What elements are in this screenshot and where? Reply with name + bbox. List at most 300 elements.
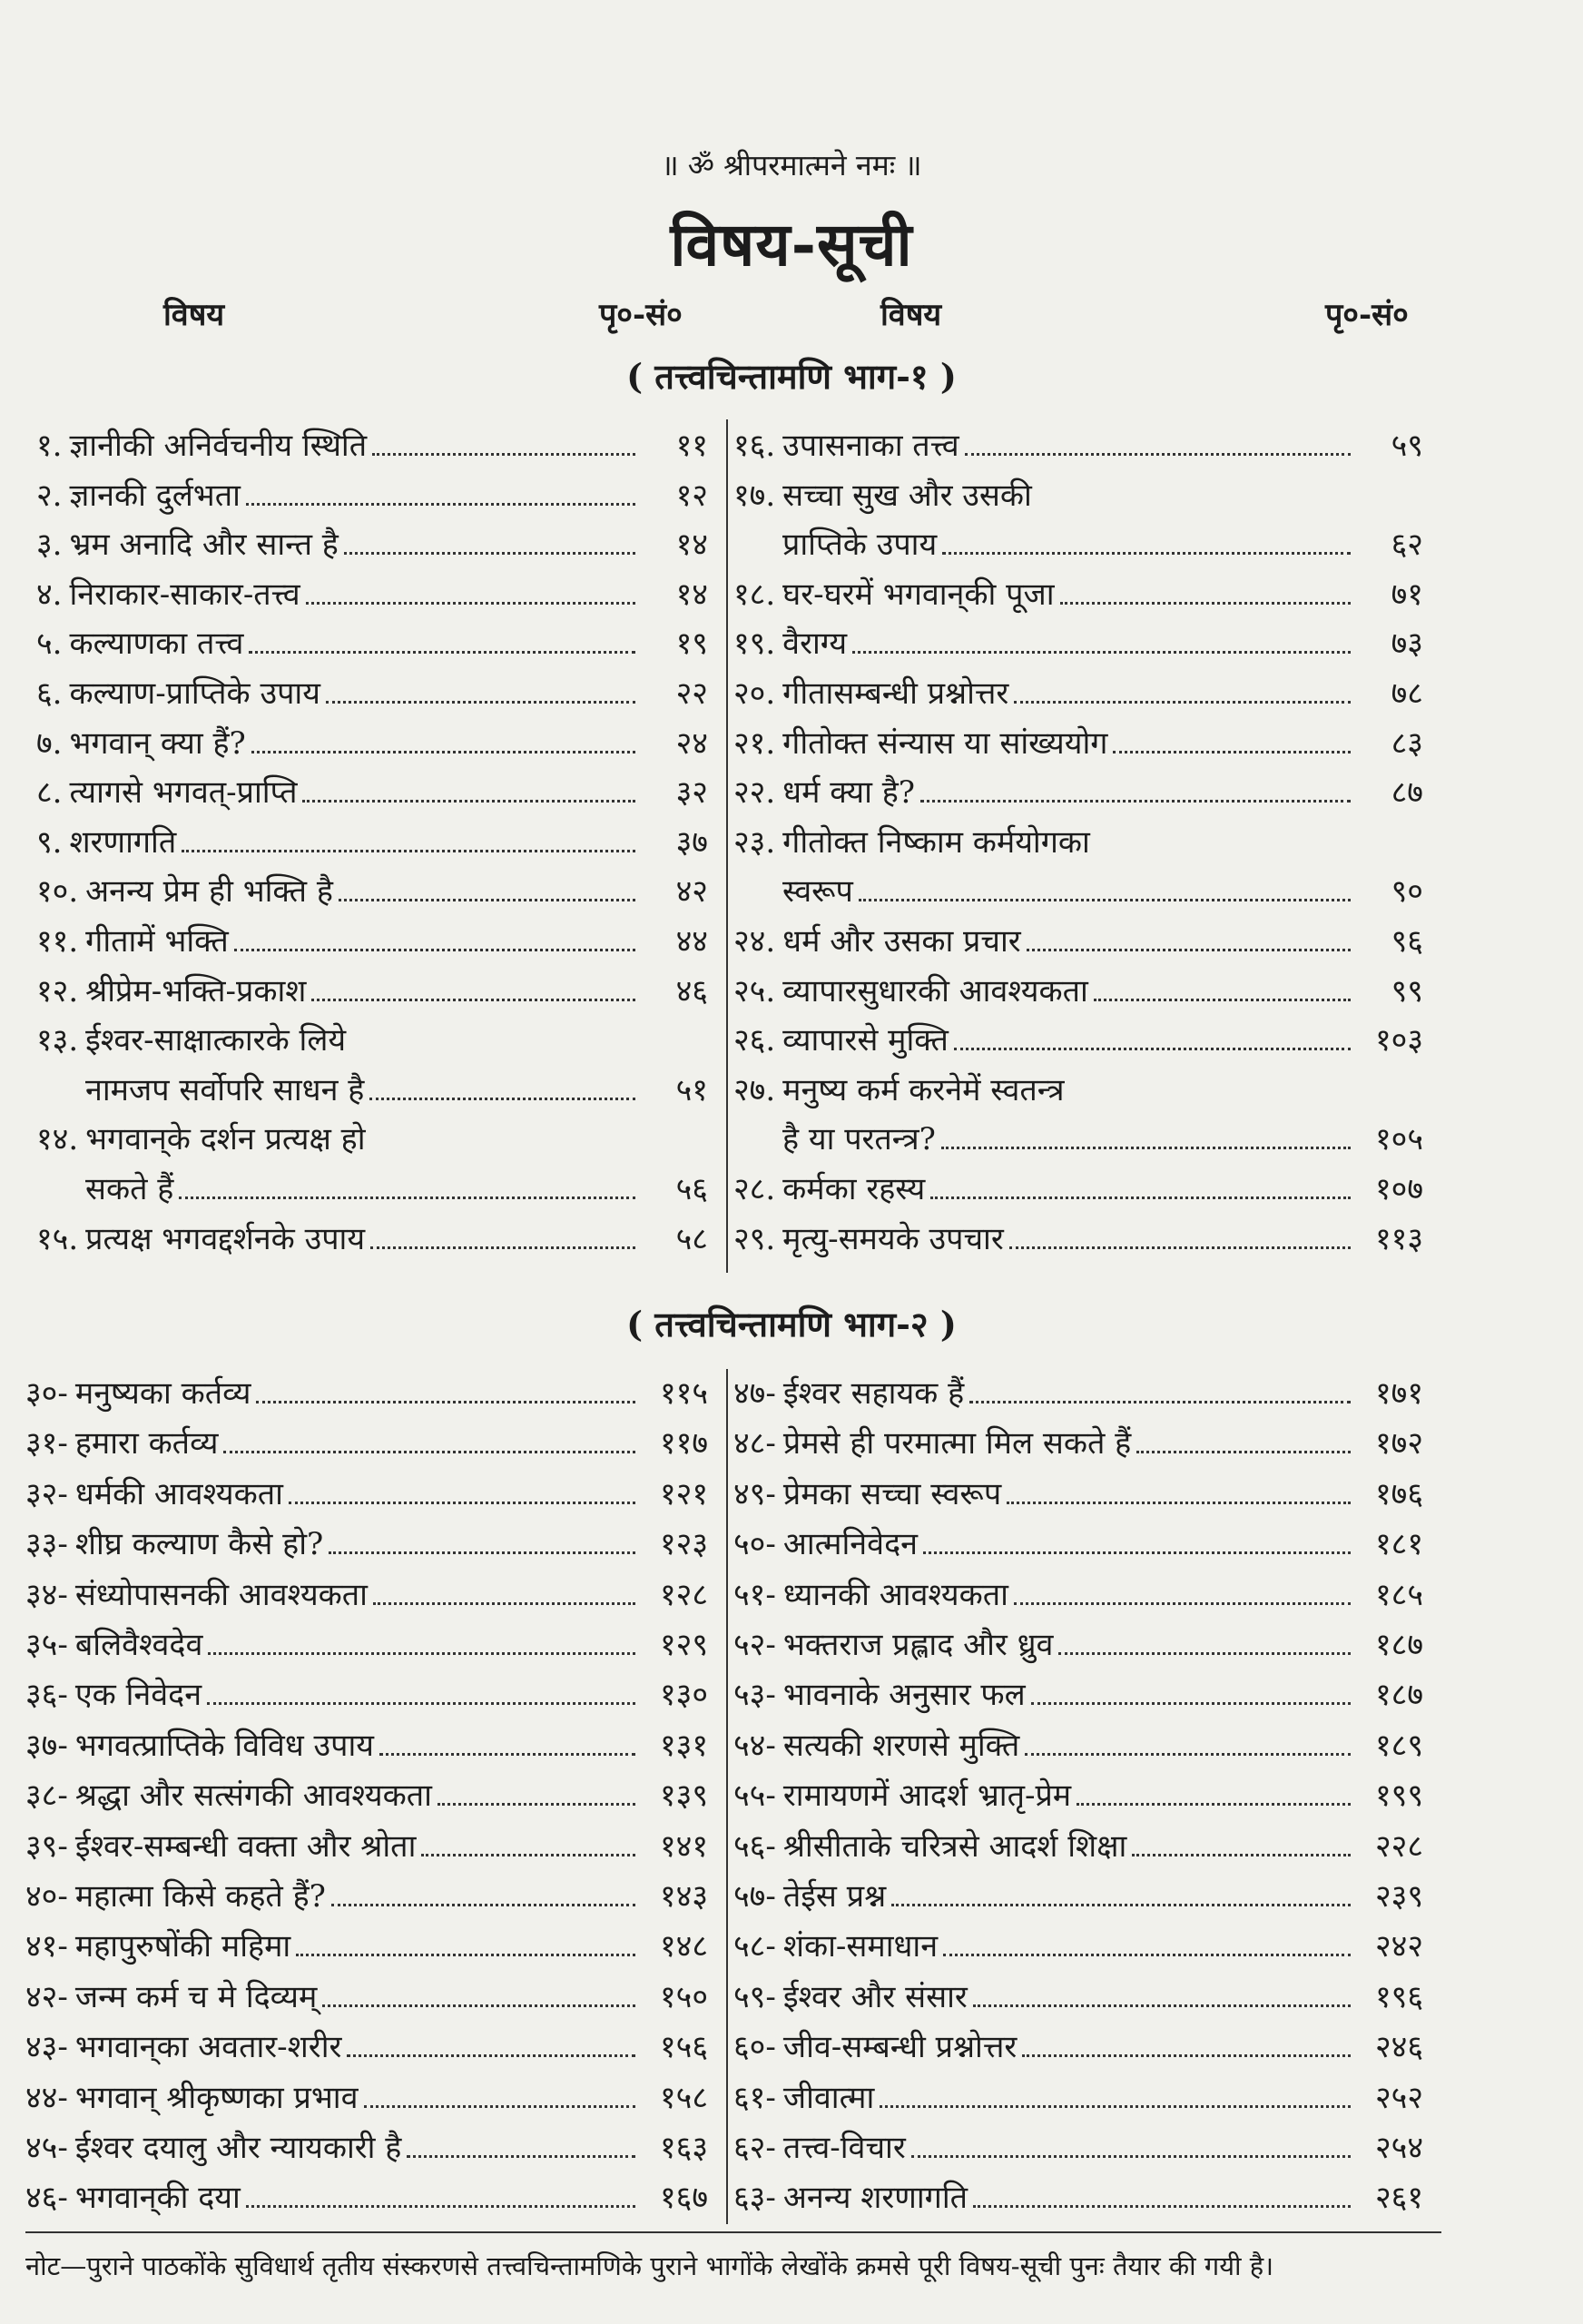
toc-entry-page: १२३ — [659, 1526, 708, 1563]
toc-entry-title: घर-घरमें भगवान्‌की पूजा — [782, 576, 1055, 613]
dot-leader — [1022, 2054, 1351, 2057]
toc-entry-number: ६०- — [733, 2029, 776, 2066]
toc-entry-title: जन्म कर्म च मे दिव्यम् — [74, 1978, 318, 2015]
dot-leader — [344, 552, 635, 555]
toc-entry-number: ४४- — [25, 2079, 68, 2116]
toc-entry-title: ज्ञानकी दुर्लभता — [69, 477, 241, 514]
toc-entry-page: १९९ — [1374, 1777, 1423, 1815]
col-subject-right: विषय — [880, 297, 942, 333]
footnote: नोट—पुराने पाठकोंके सुविधार्थ तृतीय संस्करणसे तत्त्वचिन्तामणिके पुराने भागोंके लेखोंके क्रमसे पूरी विषय-सूची पुनः तैयार की गयी है। — [25, 2250, 1274, 2281]
toc-entry-number: ५८- — [733, 1928, 776, 1965]
toc-entry-page: १३१ — [659, 1727, 708, 1764]
toc-entry-title: मनुष्यका कर्तव्य — [74, 1375, 251, 1412]
dot-leader — [372, 453, 635, 456]
toc-entry — [733, 1019, 1423, 1061]
dot-leader — [859, 899, 1351, 901]
toc-entry-page: ८७ — [1391, 774, 1423, 812]
dot-leader — [296, 1954, 635, 1956]
toc-entry-title: गीतामें भक्ति — [85, 923, 229, 960]
dot-leader — [1060, 602, 1352, 605]
toc-entry-title: हमारा कर्तव्य — [74, 1425, 219, 1462]
toc-entry-page: १५६ — [659, 2029, 708, 2066]
toc-entry-page: १४ — [675, 527, 708, 564]
toc-entry-number: ७. — [36, 724, 63, 762]
toc-entry — [36, 574, 708, 615]
toc-entry — [25, 1423, 708, 1464]
toc-entry — [733, 2177, 1423, 2219]
toc-entry-number: १८. — [733, 576, 776, 613]
dot-leader — [1077, 1803, 1351, 1806]
toc-entry-title-cont: स्वरूप — [782, 873, 853, 911]
dot-leader — [179, 1196, 635, 1199]
toc-entry-number: ४. — [36, 576, 63, 613]
toc-entry — [733, 1218, 1423, 1260]
toc-entry-number: ३३- — [25, 1526, 68, 1563]
dot-leader — [347, 2054, 635, 2057]
dot-leader — [182, 850, 635, 852]
toc-entry — [733, 1725, 1423, 1767]
toc-entry — [25, 2077, 708, 2119]
toc-entry-page: १८५ — [1374, 1576, 1423, 1613]
toc-entry-page: १३० — [659, 1677, 708, 1714]
dot-leader — [326, 701, 635, 704]
toc-entry-first-line — [36, 1118, 708, 1160]
dot-leader — [1027, 949, 1351, 951]
toc-entry-number: १०. — [36, 873, 79, 911]
toc-entry — [733, 623, 1423, 665]
toc-entry-title: गीतोक्त निष्काम कर्मयोगका — [782, 823, 1090, 861]
toc-entry — [36, 623, 708, 665]
dot-leader — [246, 2205, 635, 2208]
dot-leader — [251, 751, 635, 753]
toc-entry-page: ११३ — [1374, 1220, 1423, 1257]
toc-entry-number: ६१- — [733, 2079, 776, 2116]
toc-entry — [733, 1118, 1423, 1160]
toc-entry — [733, 2127, 1423, 2169]
dot-leader — [246, 503, 635, 506]
dot-leader — [1009, 1246, 1351, 1249]
dot-leader — [207, 1702, 635, 1705]
toc-entry — [25, 1876, 708, 1917]
toc-entry — [25, 1523, 708, 1565]
dot-leader — [930, 1196, 1351, 1199]
toc-entry-number: ३१- — [25, 1425, 68, 1462]
toc-entry-number: १९. — [733, 625, 776, 663]
dot-leader — [223, 1451, 635, 1453]
toc-entry-page: २४ — [675, 724, 708, 762]
toc-entry-page: ९० — [1391, 873, 1423, 911]
toc-entry-page: १४८ — [659, 1928, 708, 1965]
dot-leader — [1058, 1652, 1351, 1655]
dot-leader — [407, 2155, 635, 2158]
toc-entry-title: महापुरुषोंकी महिमा — [74, 1928, 291, 1965]
toc-entry — [36, 475, 708, 517]
toc-entry-title: निराकार-साकार-तत्त्व — [69, 576, 300, 613]
column-divider-part1 — [726, 419, 728, 1273]
toc-entry-title: भगवान् श्रीकृष्णका प्रभाव — [74, 2079, 359, 2116]
toc-entry-title: ईश्वर-सम्बन्धी वक्ता और श्रोता — [74, 1827, 417, 1865]
toc-entry-title: मृत्यु-समयके उपचार — [782, 1220, 1004, 1257]
toc-entry-title-cont: है या परतन्त्र? — [782, 1121, 936, 1158]
dot-leader — [331, 1904, 635, 1906]
toc-entry-page: १०७ — [1374, 1171, 1423, 1207]
toc-entry-number: ५२- — [733, 1627, 776, 1663]
toc-entry — [36, 822, 708, 863]
toc-entry-page: २५४ — [1374, 2130, 1423, 2166]
dot-leader — [973, 2004, 1351, 2007]
dot-leader — [322, 2004, 635, 2007]
toc-entry-title: ईश्वर और संसार — [782, 1978, 968, 2015]
toc-entry-first-line — [733, 475, 1423, 517]
toc-entry — [36, 921, 708, 962]
toc-entry-number: ३९- — [25, 1827, 68, 1865]
toc-entry — [733, 1523, 1423, 1565]
toc-entry-page: १८९ — [1374, 1727, 1423, 1764]
toc-entry-number: १. — [36, 428, 63, 464]
toc-entry-first-line — [733, 822, 1423, 863]
toc-entry-number: ४९- — [733, 1475, 776, 1512]
toc-entry — [733, 1826, 1423, 1867]
dot-leader — [1136, 1451, 1351, 1453]
toc-entry — [733, 970, 1423, 1012]
dot-leader — [289, 1502, 635, 1504]
toc-entry-title: रामायणमें आदर्श भ्रातृ-प्रेम — [782, 1777, 1072, 1815]
toc-entry-title: शीघ्र कल्याण कैसे हो? — [74, 1526, 324, 1563]
toc-entry-title: धर्मकी आवश्यकता — [74, 1475, 283, 1512]
dot-leader — [306, 602, 635, 605]
toc-entry-page: १४३ — [659, 1878, 708, 1915]
toc-entry-number: ३. — [36, 527, 63, 564]
toc-entry — [36, 970, 708, 1012]
toc-entry-title: व्यापारसुधारकी आवश्यकता — [782, 972, 1088, 1009]
toc-entry — [733, 1674, 1423, 1716]
toc-entry-page: ७८ — [1391, 675, 1423, 712]
dot-leader — [941, 1147, 1351, 1149]
toc-entry-page: १७६ — [1374, 1475, 1423, 1512]
toc-entry-page: ७३ — [1391, 625, 1423, 663]
toc-entry-number: ५५- — [733, 1777, 776, 1815]
toc-entry-number: १७. — [733, 477, 776, 514]
toc-entry-page: ५९ — [1391, 428, 1423, 464]
toc-entry-title: त्यागसे भगवत्-प्राप्ति — [69, 774, 298, 812]
toc-entry-number: १५. — [36, 1220, 79, 1257]
toc-entry-number: २४. — [733, 923, 776, 960]
toc-entry-number: ३०- — [25, 1375, 68, 1412]
toc-entry-page: ८३ — [1391, 724, 1423, 762]
toc-entry-number: ४५- — [25, 2130, 68, 2166]
dot-leader — [1113, 751, 1351, 753]
toc-entry-number: ४८- — [733, 1425, 776, 1462]
toc-entry-title: तत्त्व-विचार — [782, 2130, 906, 2166]
toc-entry-title: उपासनाका तत्त्व — [782, 428, 959, 464]
dot-leader — [379, 1753, 635, 1756]
col-page-right: पृ०-सं० — [1325, 297, 1409, 333]
dot-leader — [208, 1652, 635, 1655]
toc-entry-number: २९. — [733, 1220, 776, 1257]
toc-entry-page: १२८ — [659, 1576, 708, 1613]
dot-leader — [256, 1401, 635, 1403]
toc-entry — [733, 425, 1423, 467]
toc-entry-page: १८१ — [1374, 1526, 1423, 1563]
toc-entry-page: १६३ — [659, 2130, 708, 2166]
toc-entry-page: १३९ — [659, 1777, 708, 1815]
toc-entry-page: १२ — [675, 477, 708, 514]
toc-entry-title: सच्चा सुख और उसकी — [782, 477, 1032, 514]
toc-entry-title: सत्यकी शरणसे मुक्ति — [782, 1727, 1020, 1764]
dot-leader — [973, 2205, 1351, 2208]
toc-entry — [733, 1876, 1423, 1917]
dot-leader — [438, 1803, 635, 1806]
toc-entry-number: ३५- — [25, 1627, 68, 1663]
toc-entry-number: २१. — [733, 724, 776, 762]
toc-entry-number: ५३- — [733, 1677, 776, 1714]
toc-entry-title: कल्याण-प्राप्तिके उपाय — [69, 675, 320, 712]
toc-entry — [733, 2026, 1423, 2068]
dot-leader — [1007, 1502, 1351, 1504]
toc-entry — [25, 2026, 708, 2068]
toc-entry-title: महात्मा किसे कहते हैं? — [74, 1878, 326, 1915]
toc-entry-page: १७२ — [1374, 1425, 1423, 1462]
toc-entry — [36, 772, 708, 813]
toc-entry — [25, 1826, 708, 1867]
toc-entry-title: शरणागति — [69, 823, 177, 861]
toc-entry-number: १३. — [36, 1022, 79, 1059]
toc-entry-number: ३२- — [25, 1475, 68, 1512]
toc-entry-page: ११ — [675, 428, 708, 464]
toc-entry-number: ४७- — [733, 1375, 776, 1412]
toc-entry — [733, 524, 1423, 566]
toc-entry-title: धर्म क्या है? — [782, 774, 916, 812]
toc-entry-title: जीवात्मा — [782, 2079, 875, 2116]
page-title: विषय-सूची — [670, 209, 913, 280]
toc-entry-page: २२८ — [1374, 1827, 1423, 1865]
toc-entry-title: वैराग्य — [782, 625, 848, 663]
toc-entry-title: भावनाके अनुसार फल — [782, 1677, 1026, 1714]
toc-entry-title: ज्ञानीकी अनिर्वचनीय स्थिति — [69, 428, 368, 464]
toc-entry-page: ५६ — [675, 1171, 708, 1207]
toc-entry-title: ईश्वर-साक्षात्कारके लिये — [85, 1022, 347, 1059]
toc-entry — [25, 1373, 708, 1414]
toc-entry — [733, 1925, 1423, 1967]
toc-entry — [25, 2177, 708, 2219]
toc-entry-number: ६२- — [733, 2130, 776, 2166]
section-title-part2: ( तत्त्वचिन्तामणि भाग-२ ) — [626, 1304, 957, 1344]
toc-entry-number: २७. — [733, 1071, 776, 1108]
toc-entry-page: २६१ — [1374, 2180, 1423, 2217]
dot-leader — [234, 949, 635, 951]
toc-entry — [25, 1725, 708, 1767]
toc-entry-number: ५४- — [733, 1727, 776, 1764]
toc-entry-title: अनन्य प्रेम ही भक्ति है — [85, 873, 333, 911]
toc-entry — [733, 921, 1423, 962]
toc-entry-title: गीतासम्बन्धी प्रश्नोत्तर — [782, 675, 1009, 712]
toc-entry-page: १६७ — [659, 2180, 708, 2217]
toc-entry-number: ५०- — [733, 1526, 776, 1563]
toc-entry-title: ध्यानकी आवश्यकता — [782, 1576, 1008, 1613]
toc-entry-title: जीव-सम्बन्धी प्रश्नोत्तर — [782, 2029, 1018, 2066]
column-divider-part2 — [726, 1369, 728, 2224]
toc-entry — [25, 1473, 708, 1515]
dot-leader — [1031, 1702, 1351, 1705]
toc-entry-number: ६. — [36, 675, 63, 712]
dot-leader — [421, 1854, 635, 1856]
dot-leader — [370, 1246, 635, 1249]
toc-entry-number: ३६- — [25, 1677, 68, 1714]
toc-entry-number: ८. — [36, 774, 63, 812]
col-subject-left: विषय — [163, 297, 225, 333]
toc-entry-title: गीतोक्त संन्यास या सांख्ययोग — [782, 724, 1108, 762]
toc-entry-number: ३८- — [25, 1777, 68, 1815]
toc-entry — [733, 2077, 1423, 2119]
toc-entry-number: २. — [36, 477, 63, 514]
dot-leader — [880, 2105, 1351, 2108]
toc-entry-page: २४६ — [1374, 2029, 1423, 2066]
toc-entry-first-line — [733, 1069, 1423, 1111]
toc-entry — [733, 1423, 1423, 1464]
dot-leader — [942, 552, 1351, 555]
toc-entry — [733, 1775, 1423, 1817]
toc-entry-title: धर्म और उसका प्रचार — [782, 923, 1021, 960]
toc-entry-title-cont: सकते हैं — [85, 1171, 174, 1207]
toc-entry-page: ७१ — [1391, 576, 1423, 613]
toc-entry-number: ४०- — [25, 1878, 68, 1915]
toc-entry — [733, 1373, 1423, 1414]
toc-entry-page: २२ — [675, 675, 708, 712]
section-title-part1: ( तत्त्वचिन्तामणि भाग-१ ) — [626, 356, 957, 397]
toc-entry-number: २५. — [733, 972, 776, 1009]
toc-entry — [36, 524, 708, 566]
toc-entry-title-cont: नामजप सर्वोपरि साधन है — [85, 1071, 365, 1108]
toc-entry-number: ५१- — [733, 1576, 776, 1613]
toc-entry-page: २३९ — [1374, 1878, 1423, 1915]
toc-entry-page: ६२ — [1391, 527, 1423, 564]
toc-entry-number: ४२- — [25, 1978, 68, 2015]
toc-entry — [36, 1218, 708, 1260]
dot-leader — [852, 651, 1351, 654]
toc-entry-number: २३. — [733, 823, 776, 861]
toc-entry-title: भक्तराज प्रह्लाद और ध्रुव — [782, 1627, 1054, 1663]
toc-entry — [733, 772, 1423, 813]
toc-entry-page: २५२ — [1374, 2079, 1423, 2116]
toc-entry-page: १०३ — [1374, 1022, 1423, 1059]
toc-entry-title: श्रीसीताके चरित्रसे आदर्श शिक्षा — [782, 1827, 1127, 1865]
toc-entry — [733, 1976, 1423, 2018]
toc-entry-page: ४४ — [675, 923, 708, 960]
toc-entry-page: १८७ — [1374, 1627, 1423, 1663]
toc-entry-title: प्रेमसे ही परमात्मा मिल सकते हैं — [782, 1425, 1132, 1462]
toc-entry-title: भगवान्‌का अवतार-शरीर — [74, 2029, 342, 2066]
dot-leader — [369, 1098, 635, 1100]
toc-entry-title: शंका-समाधान — [782, 1928, 939, 1965]
toc-entry-number: २२. — [733, 774, 776, 812]
toc-entry — [36, 723, 708, 764]
toc-entry — [25, 2127, 708, 2169]
toc-entry-page: ४६ — [675, 972, 708, 1009]
toc-entry-page: १२१ — [659, 1475, 708, 1512]
toc-entry-number: ४१- — [25, 1928, 68, 1965]
dot-leader — [1025, 1753, 1351, 1756]
toc-entry-page: १९ — [675, 625, 708, 663]
toc-entry-number: ३७- — [25, 1727, 68, 1764]
toc-entry-number: ६३- — [733, 2180, 776, 2217]
toc-entry-number: १४. — [36, 1121, 79, 1158]
toc-entry-title: श्रीप्रेम-भक्ति-प्रकाश — [85, 972, 307, 1009]
toc-entry — [25, 1976, 708, 2018]
dot-leader — [969, 1401, 1351, 1403]
toc-entry-page: ३२ — [675, 774, 708, 812]
dot-leader — [311, 999, 635, 1001]
toc-entry-title: श्रद्धा और सत्संगकी आवश्यकता — [74, 1777, 432, 1815]
toc-entry-title: संध्योपासनकी आवश्यकता — [74, 1576, 368, 1613]
toc-entry-number: ५७- — [733, 1878, 776, 1915]
toc-entry-page: १४ — [675, 576, 708, 613]
toc-entry-number: ४३- — [25, 2029, 68, 2066]
toc-entry-number: ५. — [36, 625, 63, 663]
dot-leader — [364, 2105, 636, 2108]
toc-entry-page: ११५ — [659, 1375, 708, 1412]
toc-entry-title: भगवान्‌के दर्शन प्रत्यक्ष हो — [85, 1121, 366, 1158]
toc-entry-page: ९६ — [1391, 923, 1423, 960]
toc-entry-page: १९६ — [1374, 1978, 1423, 2015]
toc-entry — [36, 673, 708, 714]
note-rule — [25, 2231, 1441, 2233]
invocation: ॥ ॐ श्रीपरमात्मने नमः ॥ — [661, 148, 922, 182]
toc-entry-title: आत्मनिवेदन — [782, 1526, 918, 1563]
toc-entry — [36, 1069, 708, 1111]
toc-entry-page: १२९ — [659, 1627, 708, 1663]
toc-entry-page: ४२ — [675, 873, 708, 911]
toc-entry — [733, 574, 1423, 615]
toc-entry — [36, 425, 708, 467]
dot-leader — [920, 800, 1351, 803]
dot-leader — [1094, 999, 1351, 1001]
toc-entry-number: २८. — [733, 1171, 776, 1207]
toc-entry — [733, 1574, 1423, 1616]
toc-entry-page: १५८ — [659, 2079, 708, 2116]
toc-entry — [25, 1674, 708, 1716]
toc-entry-page: ५१ — [675, 1071, 708, 1108]
dot-leader — [891, 1904, 1351, 1906]
dot-leader — [329, 1551, 635, 1554]
toc-entry — [733, 871, 1423, 912]
toc-entry-title: बलिवैश्वदेव — [74, 1627, 203, 1663]
toc-entry-number: २०. — [733, 675, 776, 712]
toc-entry-title: कल्याणका तत्त्व — [69, 625, 244, 663]
dot-leader — [1014, 1602, 1351, 1605]
toc-entry-number: २६. — [733, 1022, 776, 1059]
toc-entry-title-cont: प्राप्तिके उपाय — [782, 527, 938, 564]
toc-entry — [733, 1168, 1423, 1210]
toc-entry-title: ईश्वर दयालु और न्यायकारी है — [74, 2130, 402, 2166]
toc-entry — [25, 1624, 708, 1666]
toc-entry-page: २४२ — [1374, 1928, 1423, 1965]
toc-entry-title: प्रत्यक्ष भगवद्दर्शनके उपाय — [85, 1220, 366, 1257]
toc-entry — [36, 1168, 708, 1210]
toc-entry-first-line — [36, 1019, 708, 1061]
toc-entry-page: १८७ — [1374, 1677, 1423, 1714]
dot-leader — [373, 1602, 635, 1605]
toc-entry-title: तेईस प्रश्न — [782, 1878, 887, 1915]
toc-entry-page: ५८ — [675, 1220, 708, 1257]
dot-leader — [339, 899, 635, 901]
toc-entry-title: भगवत्प्राप्तिके विविध उपाय — [74, 1727, 375, 1764]
toc-entry-title: कर्मका रहस्य — [782, 1171, 926, 1207]
dot-leader — [249, 651, 635, 654]
dot-leader — [911, 2155, 1351, 2158]
toc-entry-title: व्यापारसे मुक्ति — [782, 1022, 949, 1059]
toc-entry-page: १४१ — [659, 1827, 708, 1865]
col-page-left: पृ०-सं० — [599, 297, 683, 333]
